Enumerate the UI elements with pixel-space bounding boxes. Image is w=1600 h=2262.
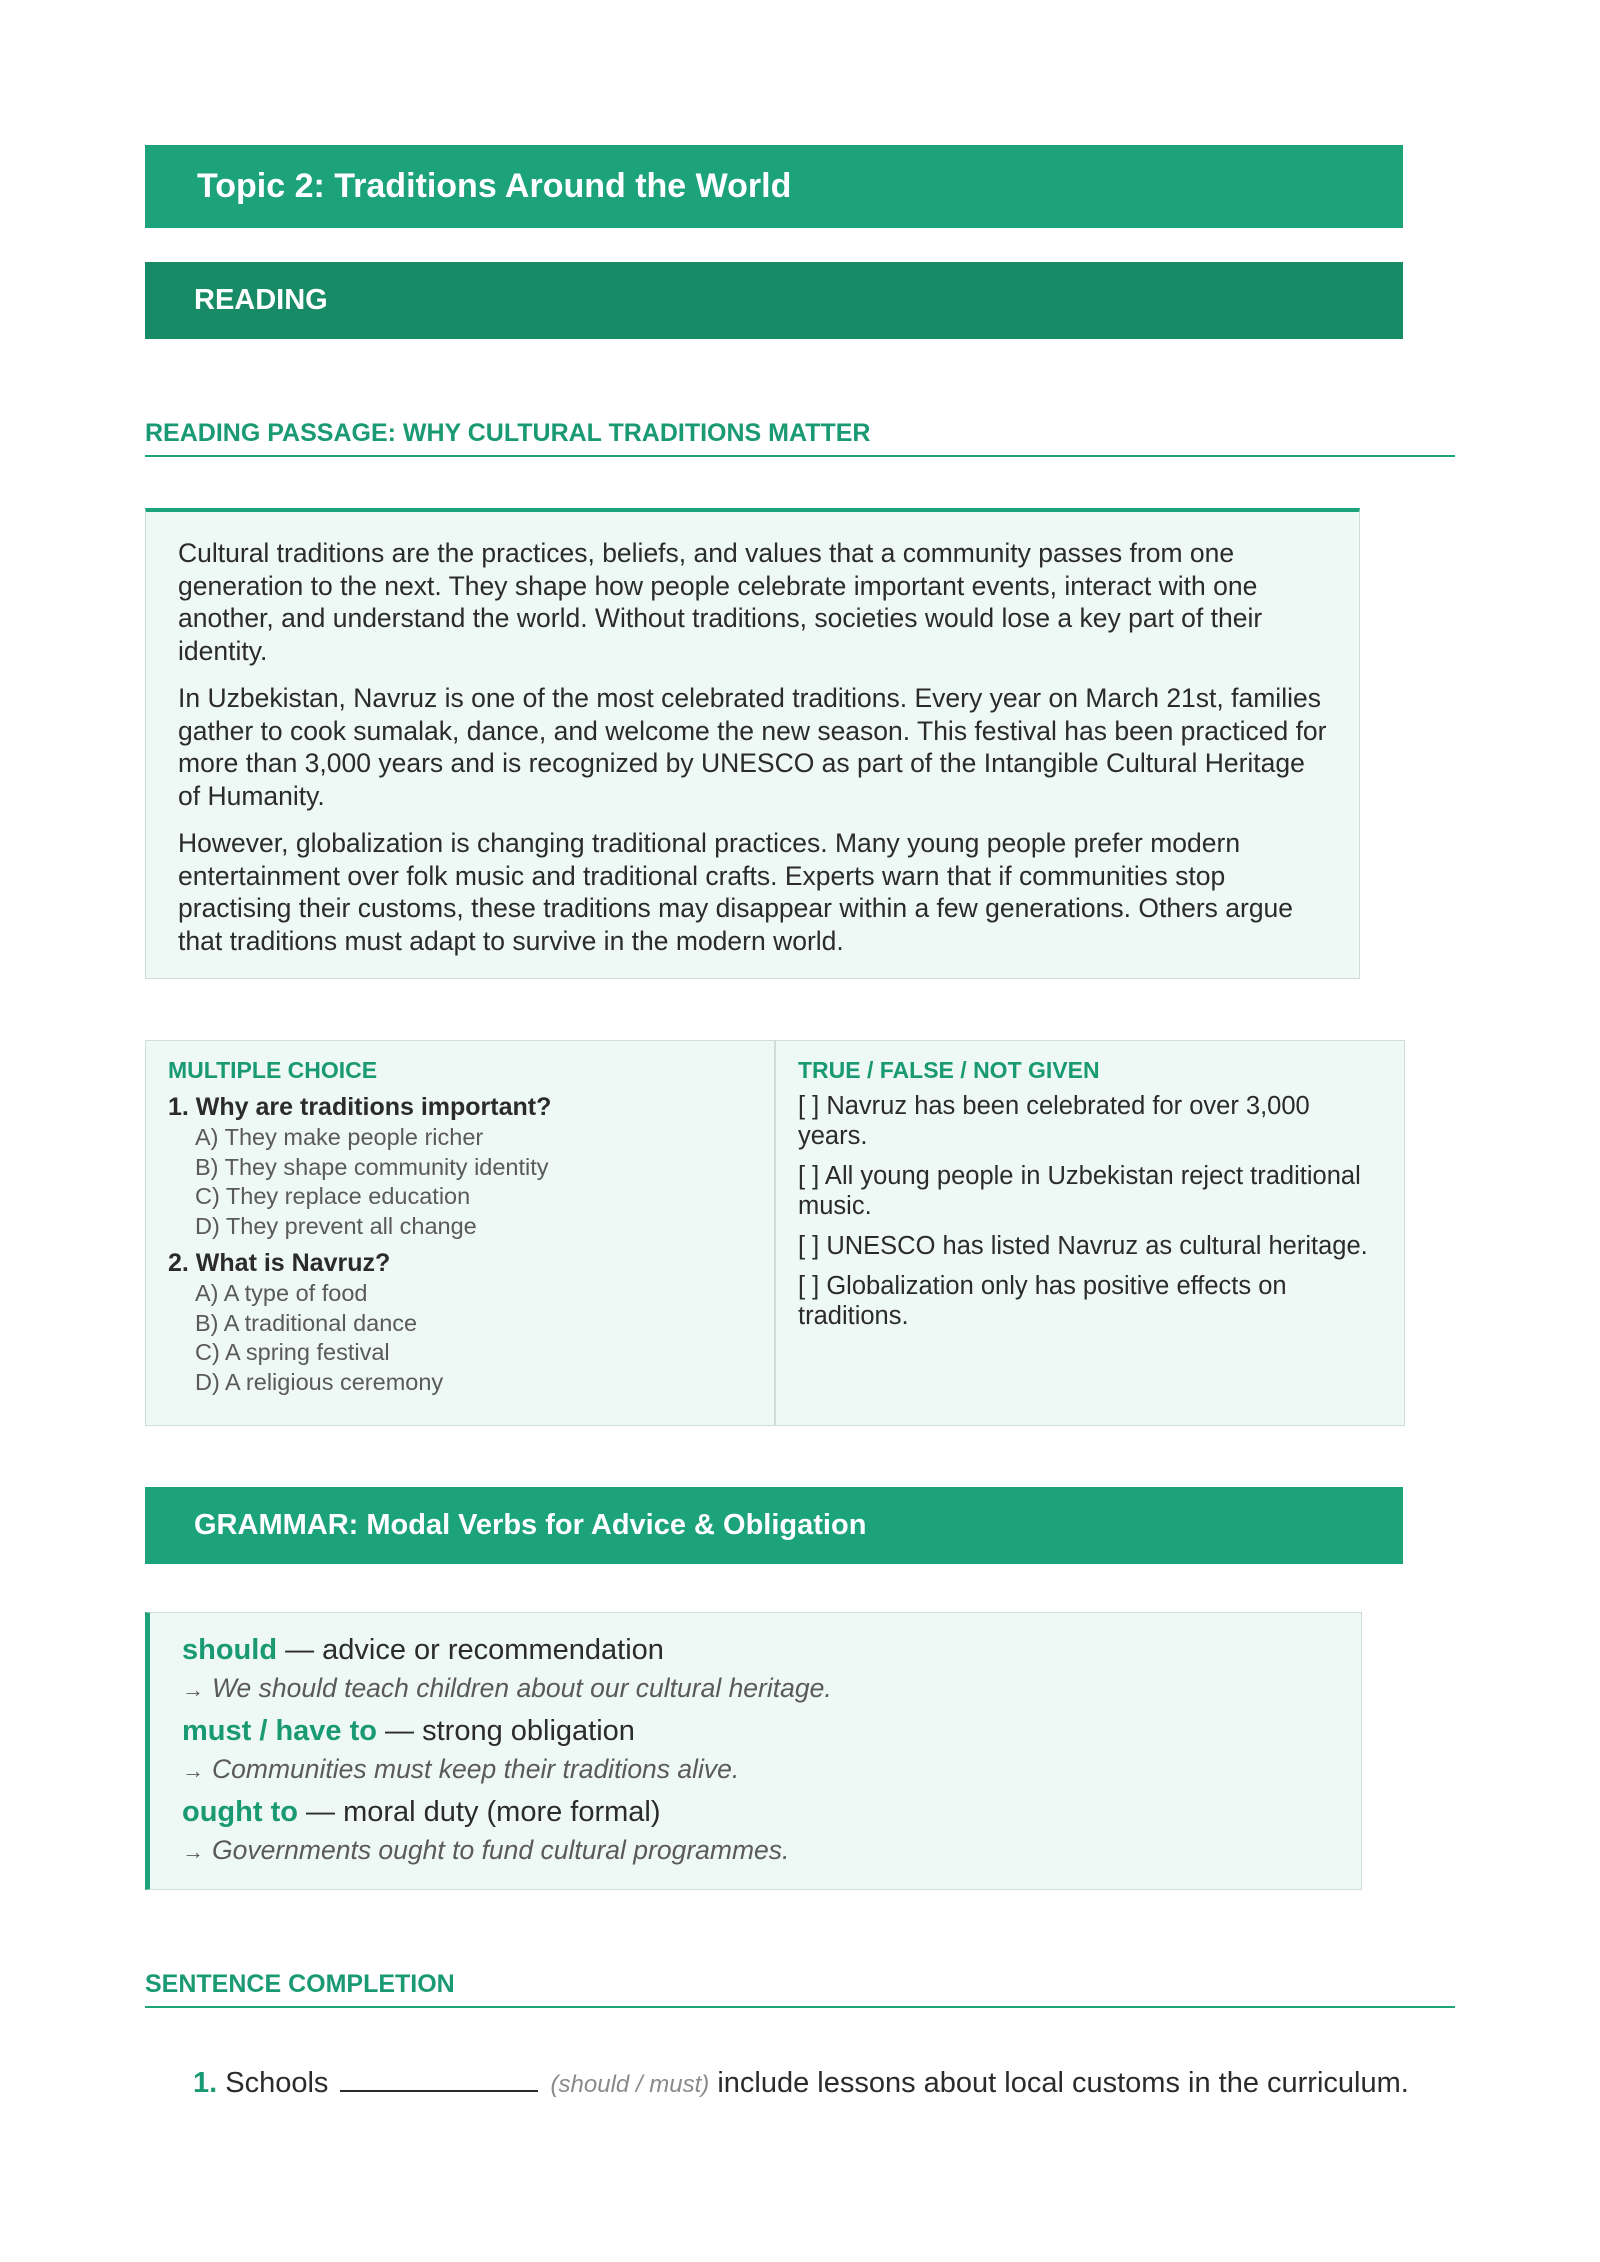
item-number: 1. [193,2067,218,2099]
modal-meaning: — moral duty (more formal) [297,1796,661,1828]
answer-option[interactable]: D) They prevent all change [195,1212,477,1239]
modal-word: should [182,1634,278,1666]
modal-meaning: — advice or recommendation [277,1634,664,1666]
passage-paragraph: However, globalization is changing traditional practices. Many young people prefer modern entertainment over folk music and traditional crafts. Experts warn that if communities stop practising their customs, these traditions may disappear within a few generations. Others argue that traditions must adapt to survive in the modern world. [178,828,1294,956]
passage-paragraph: Cultural traditions are the practices, beliefs, and values that a community passes from one generation to the next. They shape how people celebrate important events, interact with one another, and understand the world. Without traditions, societies would lose a key part of their identity. [178,538,1263,666]
sentence-end: include lessons about local customs in the curriculum. [717,2067,1409,2099]
grammar-section-label: GRAMMAR: Modal Verbs for Advice & Obligation [194,1509,867,1541]
modal-meaning: — strong obligation [377,1715,635,1747]
answer-hint: (should / must) [550,2071,710,2098]
modal-definition [182,1631,1361,1669]
modal-example [182,1831,1361,1871]
sentence-completion-heading: SENTENCE COMPLETION [145,1970,1455,2008]
arrow-right-icon: → [182,1758,204,1783]
answer-option[interactable]: A) They make people richer [195,1124,484,1150]
answer-option[interactable]: B) They shape community identity [195,1153,549,1180]
answer-option[interactable]: C) A spring festival [195,1339,390,1365]
answer-option[interactable]: B) A traditional dance [195,1309,418,1336]
reading-section-label: READING [194,284,328,316]
grammar-section-banner [145,1487,1403,1564]
true-false-statement[interactable]: [ ] All young people in Uzbekistan reject traditional music. [798,1162,1361,1220]
modal-word: must / have to [182,1715,377,1747]
passage-paragraph: In Uzbekistan, Navruz is one of the most celebrated traditions. Every year on March 21st, families gather to cook sumalak, dance, and welcome the new season. This festival has been practiced for more than 3,000 years and is recognized by UNESCO as part of the Intangible Cultural Heritage of Humanity. [178,683,1327,811]
topic-title-banner [145,145,1403,228]
example-sentence: We should teach children about our cultural heritage. [212,1673,832,1703]
modal-verbs-box [145,1612,1362,1890]
modal-example [182,1669,1361,1709]
modal-example [182,1750,1361,1790]
answer-option[interactable]: C) They replace education [195,1183,471,1209]
comprehension-questions [145,1040,1405,1426]
true-false-heading: TRUE / FALSE / NOT GIVEN [798,1057,1100,1083]
sentence-start: Schools [225,2067,329,2099]
example-sentence: Governments ought to fund cultural programmes. [212,1835,790,1865]
question-title: 2. What is Navruz? [168,1249,391,1277]
answer-blank[interactable] [340,2060,538,2092]
true-false-column [776,1041,1404,1425]
answer-option[interactable]: A) A type of food [195,1280,368,1306]
arrow-right-icon: → [182,1839,204,1864]
reading-section-banner [145,262,1403,339]
multiple-choice-heading: MULTIPLE CHOICE [168,1057,378,1083]
question-title: 1. Why are traditions important? [168,1093,552,1121]
topic-title: Topic 2: Traditions Around the World [197,167,792,205]
answer-option[interactable]: D) A religious ceremony [195,1368,444,1395]
true-false-statement[interactable]: [ ] UNESCO has listed Navruz as cultural heritage. [798,1232,1368,1260]
sentence-completion-item [193,2060,1453,2104]
passage-heading: READING PASSAGE: WHY CULTURAL TRADITIONS MATTER [145,419,1455,457]
modal-definition [182,1712,1361,1750]
true-false-statement[interactable]: [ ] Navruz has been celebrated for over 3,000 years. [798,1092,1310,1150]
arrow-right-icon: → [182,1677,204,1702]
true-false-statement[interactable]: [ ] Globalization only has positive effects on traditions. [798,1272,1287,1330]
reading-passage [145,508,1360,979]
multiple-choice-column [146,1041,776,1425]
modal-word: ought to [182,1796,298,1828]
modal-definition [182,1793,1361,1831]
example-sentence: Communities must keep their traditions alive. [212,1754,740,1784]
